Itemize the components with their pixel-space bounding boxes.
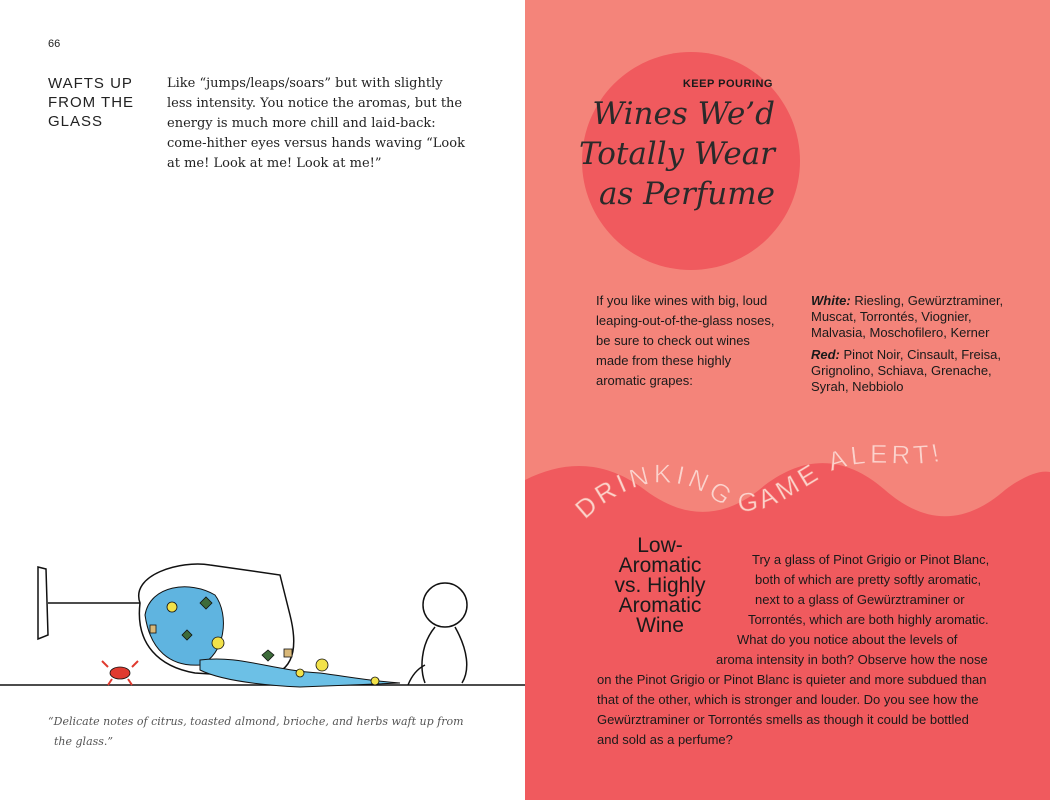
game-line: that of the other, which is stronger and louder. Do you see how the bbox=[597, 692, 979, 707]
svg-text:DRINKING GAME ALERT! bbox=[569, 437, 945, 524]
glossary-term: WAFTS UP FROM THE GLASS bbox=[48, 75, 135, 130]
game-title-line: Wine bbox=[636, 614, 684, 637]
headline-line: Totally Wear bbox=[578, 136, 775, 172]
caption-line-1: “Delicate notes of citrus, toasted almond, brioche, and herbs waft up from bbox=[48, 715, 464, 728]
section-kicker: KEEP POURING bbox=[682, 78, 773, 90]
game-line: and sold as a perfume? bbox=[597, 732, 733, 747]
game-line: next to a glass of Gewürztraminer or bbox=[755, 592, 965, 607]
red-grapes bbox=[811, 347, 1021, 395]
red-grape-list: Pinot Noir, Cinsault, Freisa, Grignolino, Schiava, Grenache, Syrah, Nebbiolo bbox=[811, 347, 1002, 394]
white-label: White: bbox=[811, 293, 851, 308]
game-line: Try a glass of Pinot Grigio or Pinot Blanc, bbox=[752, 552, 990, 567]
alert-banner-text: DRINKING GAME ALERT! bbox=[569, 436, 946, 525]
drinking-game-alert-banner bbox=[525, 430, 1050, 540]
glossary-definition: Like “jumps/leaps/soars” but with slightly less intensity. You notice the aromas, but the energy is much more chill and laid-back: come-hither eyes versus hands waving “Look at me! Look at me! Look at me!” bbox=[167, 76, 465, 171]
page-headline bbox=[565, 94, 775, 214]
game-line: Gewürztraminer or Torrontés smells as though it could be bottled bbox=[597, 712, 969, 727]
game-title-line: Aromatic bbox=[618, 554, 702, 577]
red-label: Red: bbox=[811, 347, 840, 362]
game-line: on the Pinot Grigio or Pinot Blanc is quieter and more subdued than bbox=[597, 672, 987, 687]
game-line: What do you notice about the levels of bbox=[737, 632, 958, 647]
game-title-line: Aromatic bbox=[618, 594, 702, 617]
game-instructions bbox=[525, 550, 1025, 750]
game-line: aroma intensity in both? Observe how the nose bbox=[716, 652, 988, 667]
right-page bbox=[525, 0, 1050, 800]
spilled-wine-glass-illustration bbox=[0, 555, 525, 705]
game-line: Torrontés, which are both highly aromatic. bbox=[748, 612, 989, 627]
headline-line: Wines We’d bbox=[592, 96, 775, 132]
illustration-caption bbox=[48, 712, 468, 752]
page-number: 66 bbox=[48, 38, 61, 50]
game-line: both of which are pretty softly aromatic, bbox=[755, 572, 982, 587]
headline-line: as Perfume bbox=[598, 176, 775, 212]
white-grapes bbox=[811, 293, 1021, 341]
game-title-line: vs. Highly bbox=[614, 574, 706, 597]
white-grape-list: Riesling, Gewürztraminer, Muscat, Torrontés, Viognier, Malvasia, Moschofilero, Kerner bbox=[811, 293, 1004, 340]
grape-lists bbox=[811, 293, 1021, 401]
intro-paragraph: If you like wines with big, loud leaping-out-of-the-glass noses, be sure to check out wines made from these highly aromatic grapes: bbox=[596, 293, 775, 388]
caption-line-2: the glass.” bbox=[54, 735, 114, 748]
game-title-line: Low- bbox=[637, 534, 683, 557]
